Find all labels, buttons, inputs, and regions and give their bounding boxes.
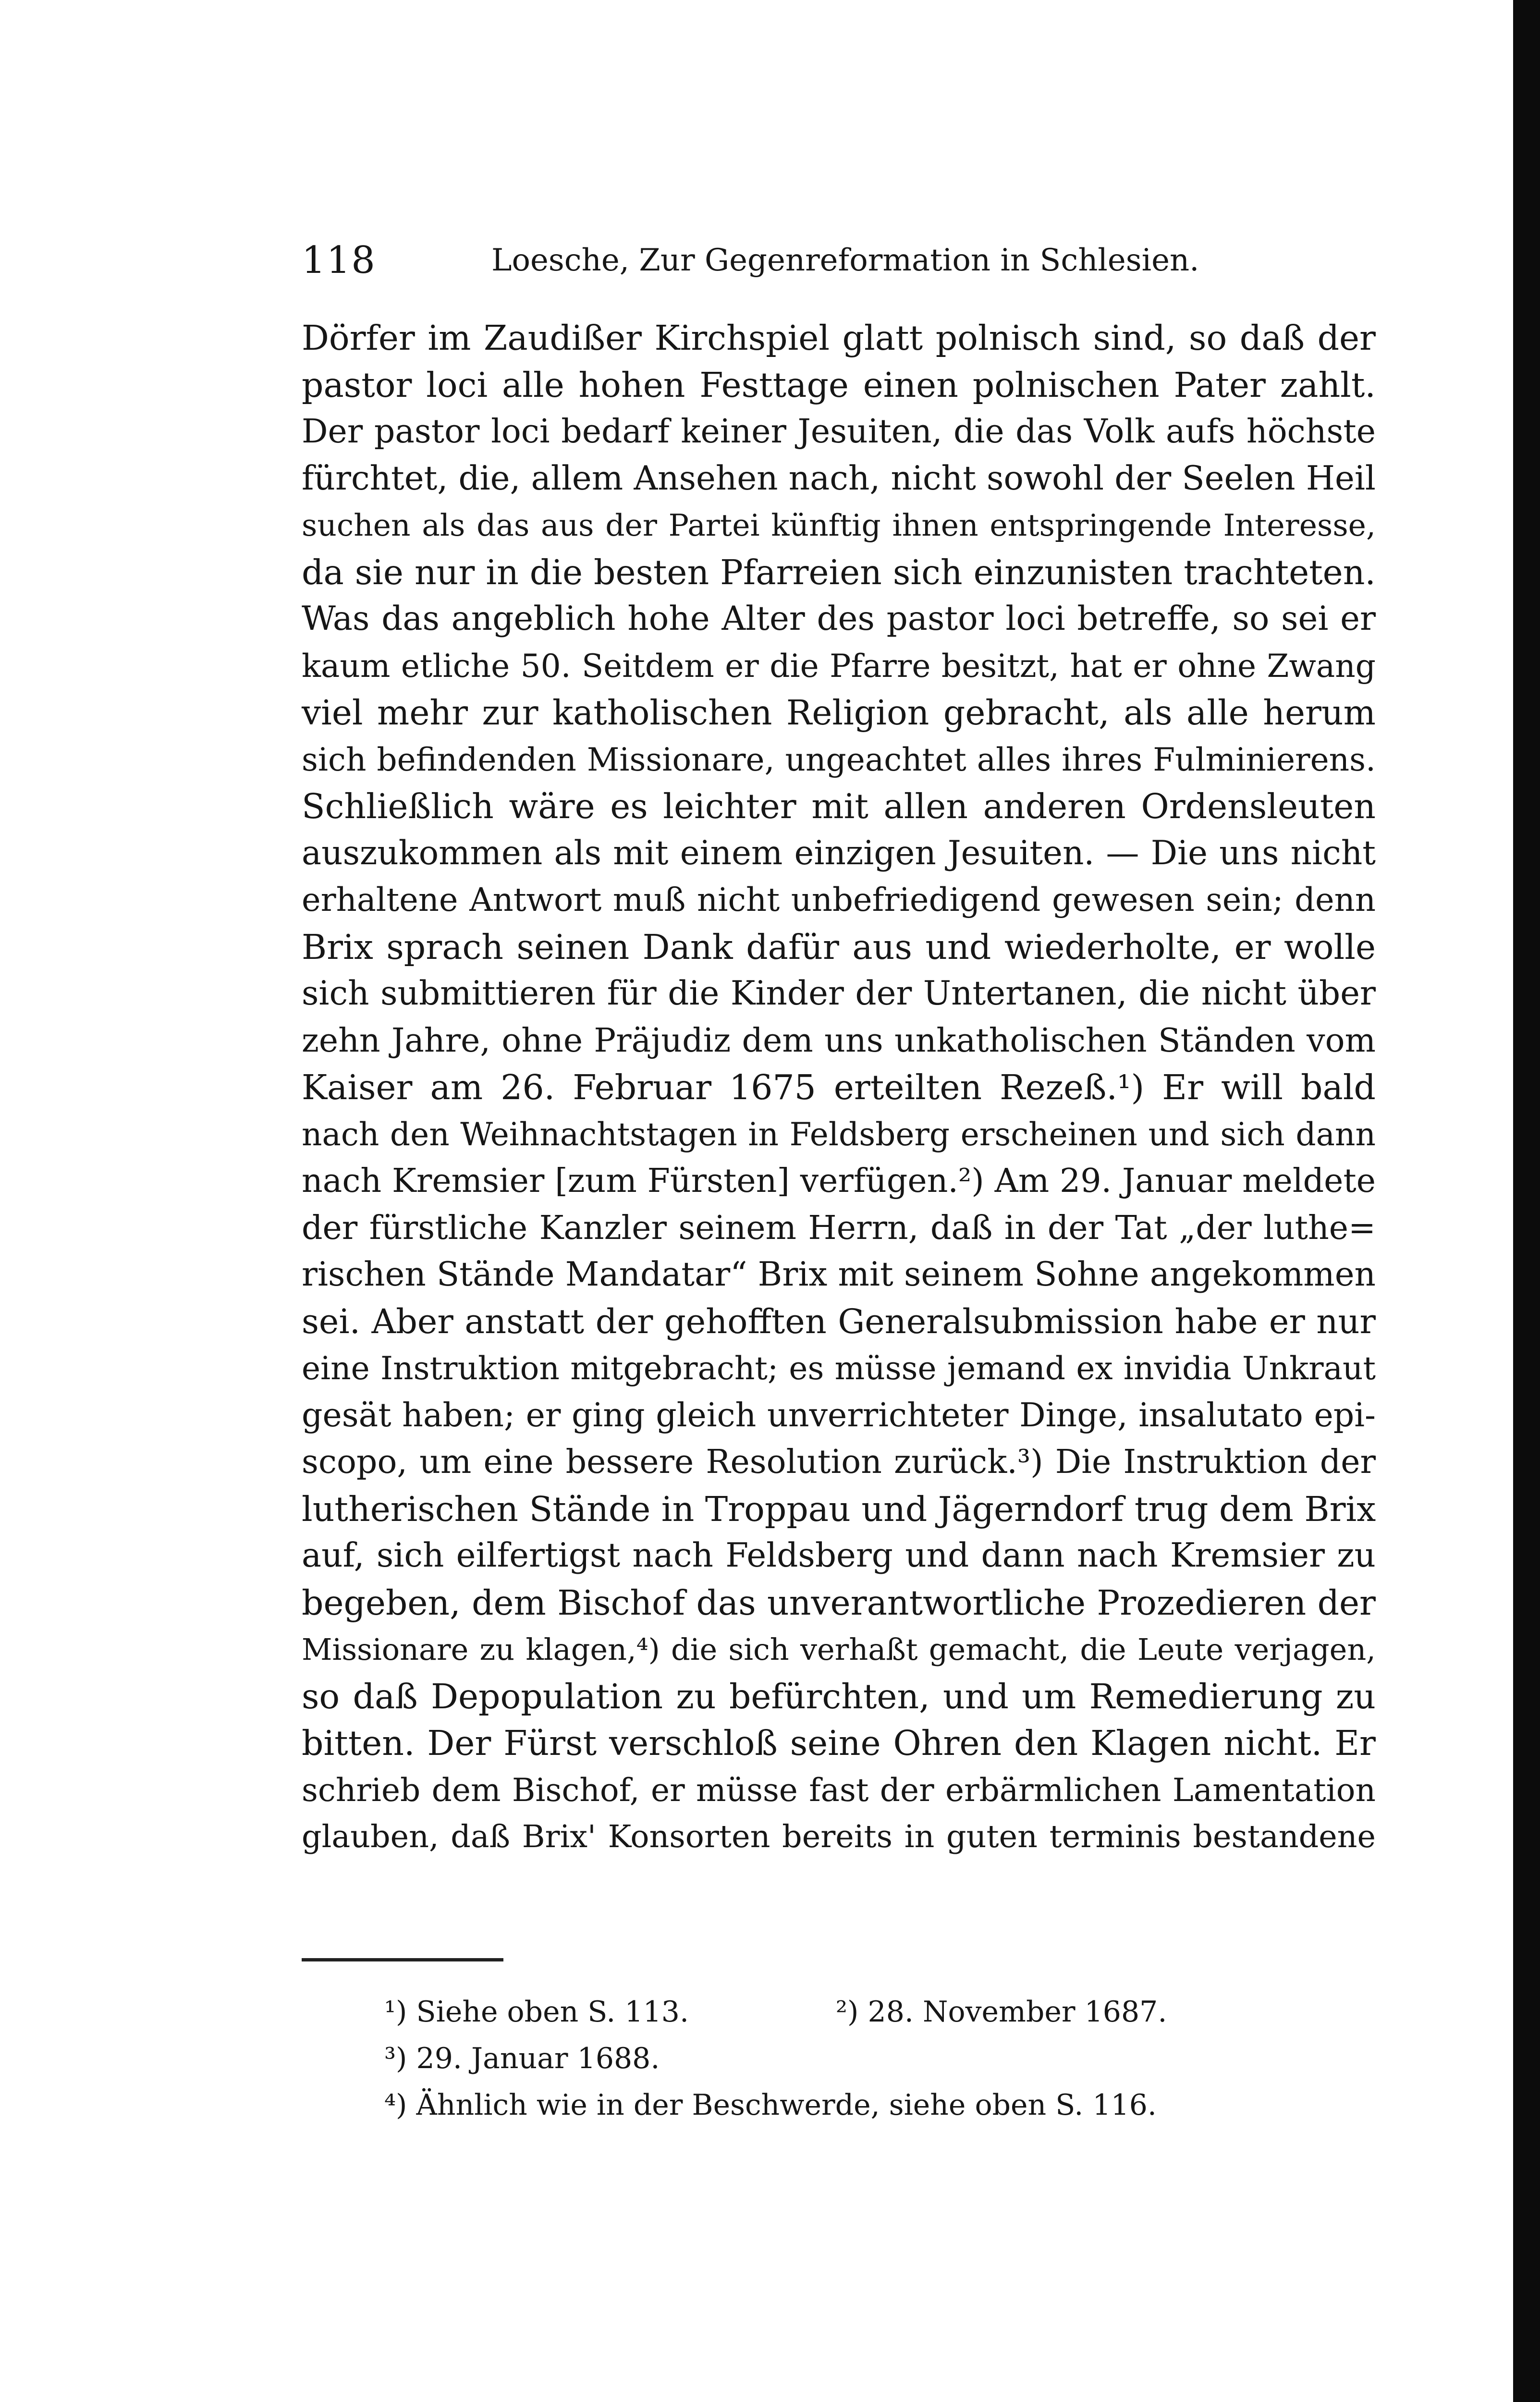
text-line: zehn Jahre, ohne Präjudiz dem uns unkatholischen Ständen vom xyxy=(302,1021,1376,1060)
text-line: nach Kremsier [zum Fürsten] verfügen.²) Am 29. Januar meldete xyxy=(302,1162,1376,1200)
text-line: erhaltene Antwort muß nicht unbefriedigend gewesen sein; denn xyxy=(302,881,1376,919)
text-line: der fürstliche Kanzler seinem Herrn, daß in der Tat „der luthe= xyxy=(302,1209,1376,1247)
footnote-row xyxy=(384,2082,1297,2129)
text-line: Der pastor loci bedarf keiner Jesuiten, die das Volk aufs höchste xyxy=(302,413,1376,451)
footnote-2: ²) 28. November 1687. xyxy=(836,1995,1167,2029)
text-line: begeben, dem Bischof das unverantwortliche Prozedieren der xyxy=(302,1582,1376,1623)
scan-page-edge xyxy=(1513,0,1540,2402)
text-line: pastor loci alle hohen Festtage einen polnischen Pater zahlt. xyxy=(302,365,1376,405)
text-line: sich submittieren für die Kinder der Untertanen, die nicht über xyxy=(302,974,1376,1013)
running-title: Loesche, Zur Gegenreformation in Schlesien. xyxy=(491,243,1199,278)
text-line: Dörfer im Zaudißer Kirchspiel glatt polnisch sind, so daß der xyxy=(302,318,1376,358)
footnotes xyxy=(384,1989,1297,2129)
text-line: glauben, daß Brix' Konsorten bereits in guten terminis bestandene xyxy=(302,1819,1376,1855)
text-line: rischen Stände Mandatar“ Brix mit seinem Sohne angekommen xyxy=(302,1255,1376,1294)
text-line: nach den Weihnachtstagen in Feldsberg erscheinen und sich dann xyxy=(302,1115,1376,1153)
text-line: auszukommen als mit einem einzigen Jesuiten. — Die uns nicht xyxy=(302,833,1376,872)
text-line: schrieb dem Bischof, er müsse fast der erbärmlichen Lamentation xyxy=(302,1771,1376,1809)
body-text xyxy=(302,315,1376,1861)
text-line: bitten. Der Fürst verschloß seine Ohren den Klagen nicht. Er xyxy=(302,1723,1376,1763)
text-line: suchen als das aus der Partei künftig ihnen entspringende Interesse, xyxy=(302,508,1376,543)
text-line: Missionare zu klagen,⁴) die sich verhaßt gemacht, die Leute verjagen, xyxy=(302,1632,1376,1667)
footnote-3: ³) 29. Januar 1688. xyxy=(384,2042,660,2075)
text-line: sich befindenden Missionare, ungeachtet alles ihres Fulminierens. xyxy=(302,741,1376,778)
page-number: 118 xyxy=(302,239,376,282)
text-line: eine Instruktion mitgebracht; es müsse jemand ex invidia Unkraut xyxy=(302,1350,1376,1387)
text-line: so daß Depopulation zu befürchten, und um Remedierung zu xyxy=(302,1676,1376,1716)
footnote-row xyxy=(384,2035,1297,2082)
text-line: Was das angeblich hohe Alter des pastor loci betreffe, so sei er xyxy=(302,600,1376,638)
text-line: auf, sich eilfertigst nach Feldsberg und dann nach Kremsier zu xyxy=(302,1536,1376,1575)
text-line: Schließlich wäre es leichter mit allen anderen Ordensleuten xyxy=(302,786,1376,826)
text-line: viel mehr zur katholischen Religion gebracht, als alle herum xyxy=(302,693,1376,733)
text-line: Brix sprach seinen Dank dafür aus und wiederholte, er wolle xyxy=(302,927,1376,967)
footnote-separator xyxy=(302,1958,503,1961)
page-header xyxy=(302,232,1232,289)
text-line: Kaiser am 26. Februar 1675 erteilten Rezeß.¹) Er will bald xyxy=(302,1067,1376,1107)
text-line: da sie nur in die besten Pfarreien sich einzunisten trachteten. xyxy=(302,552,1376,592)
footnote-4: ⁴) Ähnlich wie in der Beschwerde, siehe oben S. 116. xyxy=(384,2088,1157,2122)
text-line: lutherischen Stände in Troppau und Jägerndorf trug dem Brix xyxy=(302,1489,1376,1529)
text-line: scopo, um eine bessere Resolution zurück.³) Die Instruktion der xyxy=(302,1443,1376,1481)
text-line: fürchtet, die, allem Ansehen nach, nicht sowohl der Seelen Heil xyxy=(302,459,1376,498)
text-line: sei. Aber anstatt der gehofften Generalsubmission habe er nur xyxy=(302,1301,1376,1341)
text-line: gesät haben; er ging gleich unverrichteter Dinge, insalutato epi- xyxy=(302,1396,1376,1434)
text-line: kaum etliche 50. Seitdem er die Pfarre besitzt, hat er ohne Zwang xyxy=(302,647,1376,685)
footnote-row xyxy=(384,1989,1297,2035)
footnote-1: ¹) Siehe oben S. 113. xyxy=(384,1995,689,2029)
